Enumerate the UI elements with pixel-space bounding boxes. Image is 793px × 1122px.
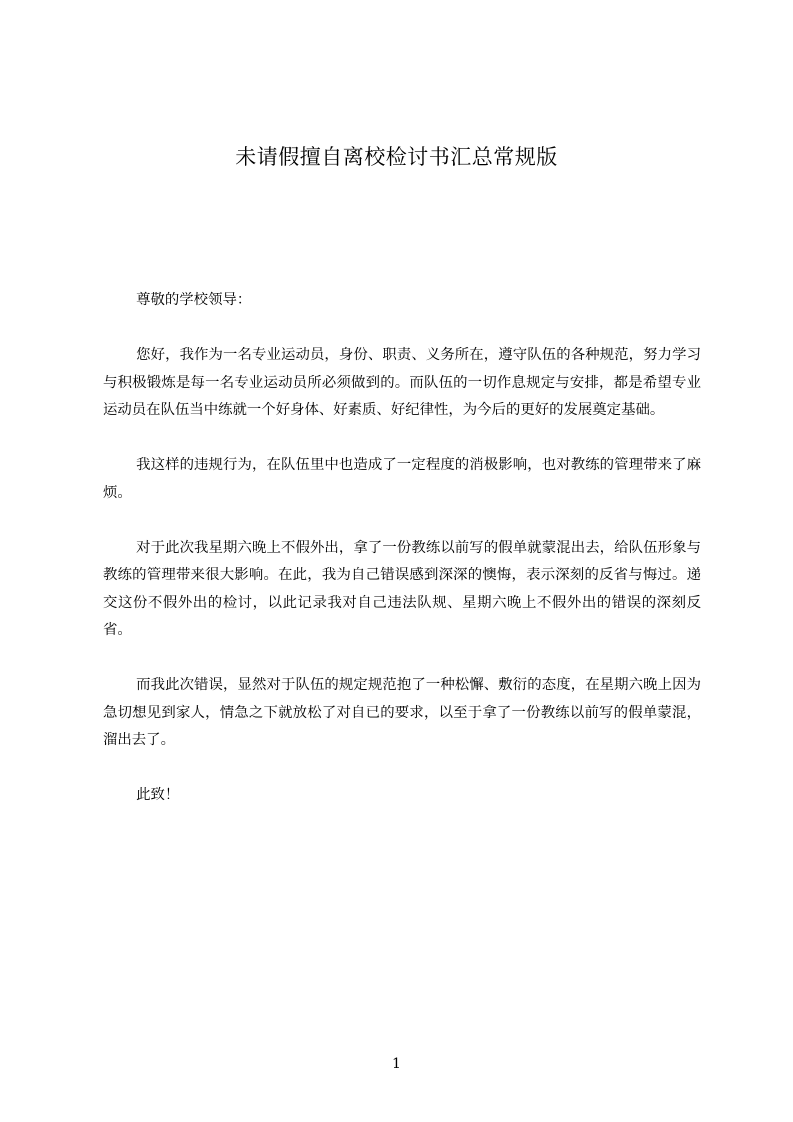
body-paragraph-3: 对于此次我星期六晚上不假外出，拿了一份教练以前写的假单就蒙混出去，给队伍形象与教练的管理带来很大影响。在此，我为自己错误感到深深的懊悔，表示深刻的反省与悔过。递交这份不假外出的检讨，以此记录我对自己违法队规、星期六晚上不假外出的错误的深刻反省。: [103, 539, 701, 638]
salutation: 尊敬的学校领导：: [136, 292, 252, 308]
document-body: [103, 287, 701, 837]
body-paragraph-1: 您好，我作为一名专业运动员，身份、职责、义务所在，遵守队伍的各种规范，努力学习与积极锻炼是每一名专业运动员所必须做到的。而队伍的一切作息规定与安排，都是希望专业运动员在队伍当中练就一个好身体、好素质、好纪律性，为今后的更好的发展奠定基础。: [103, 347, 701, 418]
closing-line: 此致！: [136, 787, 180, 803]
body-paragraph-4: 而我此次错误，显然对于队伍的规定规范抱了一种松懈、敷衍的态度，在星期六晚上因为急切想见到家人，情急之下就放松了对自已的要求，以至于拿了一份教练以前写的假单蒙混，溜出去了。: [103, 677, 701, 748]
body-paragraph-2: 我这样的违规行为，在队伍里中也造成了一定程度的消极影响，也对教练的管理带来了麻烦。: [103, 457, 701, 501]
document-title: 未请假擅自离校检讨书汇总常规版: [235, 145, 558, 169]
page-number: 1: [392, 1056, 401, 1072]
